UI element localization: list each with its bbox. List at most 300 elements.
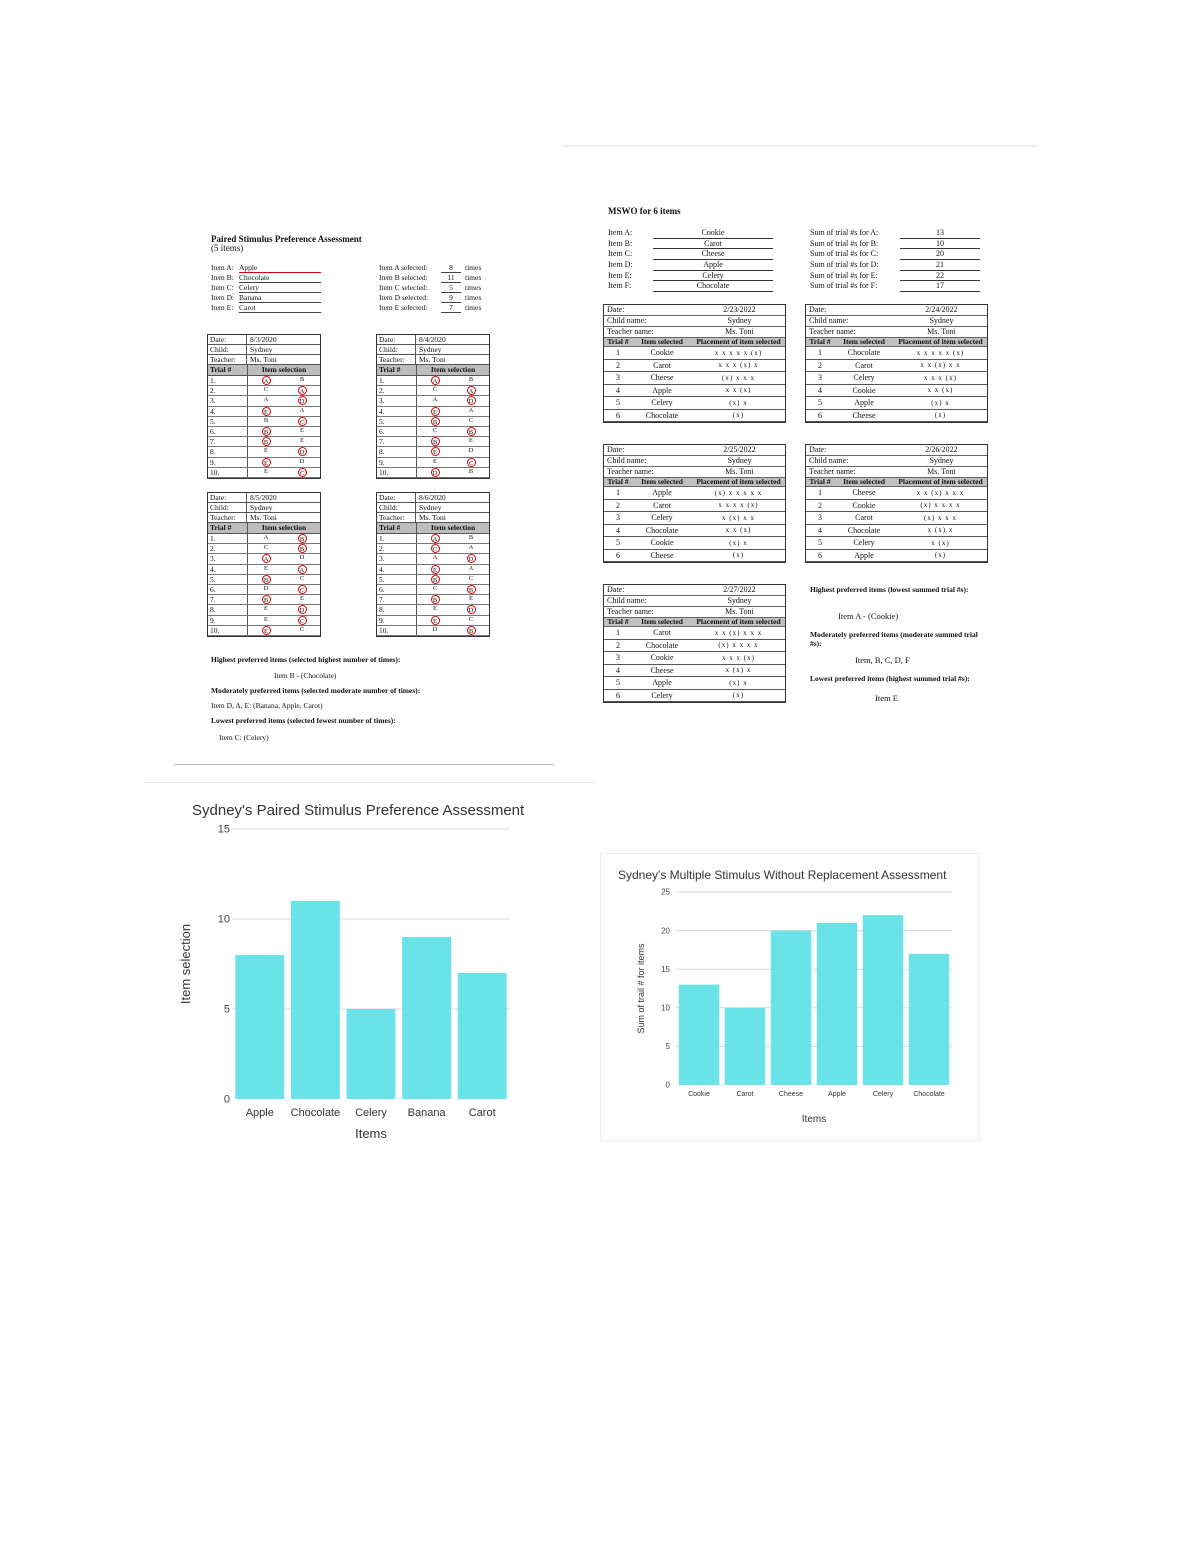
mswo-placement: (x) x x x x: [718, 641, 759, 650]
pspa-trial-row: [377, 407, 489, 417]
pspa-choice-right: D: [299, 554, 305, 562]
mswo-date-label: Date:: [607, 585, 625, 594]
mswo-trial-row: [604, 410, 785, 423]
mswo-child-value: Sydney: [727, 456, 752, 465]
pspa-trial-number: 9.: [377, 616, 417, 625]
mswo-placement: x (x): [931, 538, 950, 547]
x-axis-label: Items: [801, 1114, 827, 1125]
mswo-placement: (x) x x x x x: [714, 488, 763, 497]
mswo-title: MSWO for 6 items: [608, 206, 681, 216]
pspa-choice-right: C: [298, 468, 307, 477]
pspa-session-table: [207, 492, 321, 637]
pspa-choice-right: D: [298, 396, 307, 405]
mswo-item-value: Chocolate: [653, 281, 773, 292]
pspa-choice-right: A: [468, 406, 474, 414]
pspa-count-unit: times: [465, 303, 482, 312]
mswo-trial-number: 1: [616, 348, 620, 358]
mswo-trial-number: 3: [616, 373, 620, 383]
pspa-child-value: Sydney: [250, 345, 273, 354]
mswo-item-selected: Cookie: [852, 385, 876, 395]
mswo-placement: x x (x): [927, 386, 954, 395]
mswo-item-header: Item selected: [641, 477, 683, 486]
mswo-date-value: 2/26/2022: [925, 445, 958, 454]
mswo-item-label: Item B:: [608, 238, 633, 248]
x-tick-label: Apple: [828, 1091, 846, 1098]
pspa-trial-number: 3.: [208, 396, 248, 405]
pspa-trial-number: 8.: [208, 447, 248, 456]
mswo-item-row: [608, 260, 778, 271]
pspa-choice-right: B: [468, 376, 474, 384]
mswo-trial-header: Trial #: [809, 337, 831, 346]
x-tick-label: Chocolate: [913, 1091, 945, 1098]
mswo-trial-row: [604, 385, 785, 398]
pspa-session-table: [376, 492, 490, 637]
bar-cheese: [771, 931, 811, 1085]
mswo-item-selected: Cheese: [650, 665, 674, 675]
mswo-session-table: [805, 304, 988, 423]
mswo-sum-value: 17: [900, 281, 980, 292]
pspa-child-value: Sydney: [419, 345, 442, 354]
mswo-item-selected: Celery: [853, 538, 875, 548]
y-tick-label: 0: [665, 1080, 670, 1090]
mswo-date-label: Date:: [809, 305, 827, 314]
pspa-trial-header: Trial #: [377, 365, 417, 375]
pspa-trial-row: [208, 626, 320, 636]
pspa-choice-right: D: [467, 396, 476, 405]
pspa-choice-left: E: [264, 467, 268, 475]
mswo-placement: x x x (x) x: [718, 361, 759, 370]
pspa-child-value: Sydney: [419, 503, 442, 512]
mswo-sum-value: 22: [900, 271, 980, 282]
mswo-teacher-value: Ms. Toni: [725, 467, 754, 476]
mswo-item-selected: Celery: [651, 690, 673, 700]
mswo-child-label: Child name:: [809, 456, 849, 465]
pspa-trial-number: 10.: [377, 626, 417, 635]
mswo-item-selected: Celery: [651, 513, 673, 523]
pspa-choice-right: B: [468, 534, 474, 542]
pspa-choice-left: D: [263, 585, 269, 593]
y-tick-label: 25: [661, 887, 670, 897]
pspa-trial-number: 9.: [208, 458, 248, 467]
mswo-trial-row: [604, 537, 785, 550]
pspa-date-label: Date:: [377, 493, 416, 502]
mswo-trial-number: 5: [818, 538, 822, 548]
pspa-choice-right: D: [467, 605, 476, 614]
pspa-count-label: Item B selected:: [379, 273, 428, 282]
mswo-item-value: Cookie: [653, 228, 773, 239]
x-tick-label: Carot: [468, 1107, 496, 1119]
pspa-trial-number: 5.: [377, 417, 417, 426]
pspa-session-table: [207, 334, 321, 479]
pspa-trial-number: 8.: [377, 605, 417, 614]
pspa-choice-right: B: [298, 534, 307, 543]
mswo-trial-row: [806, 397, 987, 410]
pspa-trial-row: [208, 396, 320, 406]
pspa-trial-number: 2.: [208, 544, 248, 553]
pspa-trial-row: [377, 396, 489, 406]
pspa-bar-chart: [170, 820, 530, 1150]
pspa-choice-left: E: [431, 407, 440, 416]
pspa-count-value: 5: [441, 283, 461, 293]
mswo-date-value: 2/23/2022: [723, 305, 756, 314]
pspa-count-value: 7: [441, 303, 461, 313]
mswo-item-selected: Apple: [652, 678, 672, 688]
mswo-placement: x x (x) x x x: [714, 628, 763, 637]
pspa-child-value: Sydney: [250, 503, 273, 512]
bar-celery: [347, 1009, 396, 1099]
pspa-choice-right: D: [467, 554, 476, 563]
mswo-placement: x x (x): [725, 526, 752, 535]
mswo-trial-number: 3: [616, 513, 620, 523]
mswo-trial-row: [604, 397, 785, 410]
mswo-date-label: Date:: [809, 445, 827, 454]
mswo-trial-number: 5: [616, 398, 620, 408]
mswo-lowest-value: Item E: [875, 693, 898, 703]
mswo-item-label: Item C:: [608, 249, 633, 259]
mswo-item-value: Apple: [653, 260, 773, 271]
mswo-trial-number: 1: [818, 488, 822, 498]
mswo-child-value: Sydney: [727, 596, 752, 605]
pspa-item-value: Chocolate: [239, 273, 321, 283]
mswo-item-selected: Chocolate: [847, 348, 881, 358]
mswo-item-selected: Carot: [855, 513, 873, 523]
pspa-subtitle: (5 items): [211, 243, 244, 253]
pspa-trial-number: 8.: [377, 447, 417, 456]
pspa-trial-number: 3.: [208, 554, 248, 563]
mswo-session-table: [603, 584, 786, 703]
sheet-divider: [174, 764, 554, 765]
mswo-sum-label: Sum of trial #s for A:: [810, 228, 879, 237]
mswo-item-list: [608, 228, 778, 292]
mswo-trial-row: [604, 372, 785, 385]
pspa-choice-left: C: [432, 585, 438, 593]
pspa-teacher-label: Teacher:: [208, 355, 247, 364]
pspa-count-value: 11: [441, 273, 461, 283]
mswo-child-label: Child name:: [607, 596, 647, 605]
pspa-trial-number: 10.: [377, 468, 417, 477]
pspa-choice-left: E: [262, 626, 271, 635]
pspa-teacher-label: Teacher:: [377, 513, 416, 522]
pspa-count-unit: times: [465, 263, 482, 272]
mswo-trial-row: [806, 537, 987, 550]
mswo-child-value: Sydney: [929, 456, 954, 465]
pspa-teacher-value: Ms. Toni: [419, 355, 446, 364]
pspa-choice-left: E: [433, 457, 437, 465]
pspa-trial-number: 7.: [377, 595, 417, 604]
mswo-placement: x x x (x): [924, 373, 957, 382]
mswo-teacher-value: Ms. Toni: [927, 467, 956, 476]
mswo-placement: x (x) x: [927, 526, 954, 535]
pspa-item-label: Item D:: [211, 293, 235, 302]
pspa-trial-number: 5.: [208, 417, 248, 426]
y-tick-label: 0: [223, 1093, 230, 1106]
mswo-date-label: Date:: [607, 305, 625, 314]
pspa-count-unit: times: [465, 283, 482, 292]
bar-cookie: [679, 985, 719, 1085]
pspa-highest-value: Item B - (Chocolate): [274, 671, 337, 680]
pspa-item-row: [211, 283, 361, 293]
mswo-sum-row: [810, 260, 985, 271]
mswo-trial-number: 2: [818, 360, 822, 370]
mswo-trial-header: Trial #: [607, 337, 629, 346]
pspa-choice-left: E: [431, 565, 440, 574]
mswo-trial-row: [806, 487, 987, 500]
mswo-placement: (x): [732, 411, 745, 420]
pspa-choice-right: D: [299, 457, 305, 465]
mswo-sum-list: [810, 228, 985, 292]
pspa-choice-right: D: [298, 447, 307, 456]
pspa-choice-left: A: [263, 396, 269, 404]
pspa-count-row: [379, 293, 499, 303]
pspa-trial-row: [377, 386, 489, 396]
mswo-trial-row: [604, 690, 785, 703]
mswo-item-selected: Carot: [653, 360, 671, 370]
mswo-placement: (x) x: [729, 538, 748, 547]
pspa-trial-number: 4.: [208, 565, 248, 574]
mswo-item-selected: Apple: [652, 385, 672, 395]
pspa-trial-header: Trial #: [377, 523, 417, 533]
pspa-choice-left: E: [264, 447, 268, 455]
pspa-count-label: Item D selected:: [379, 293, 429, 302]
mswo-sum-label: Sum of trial #s for C:: [810, 249, 879, 259]
mswo-trial-row: [806, 410, 987, 423]
mswo-trial-row: [604, 652, 785, 665]
pspa-choice-right: A: [467, 386, 476, 395]
section-divider: [145, 782, 595, 783]
pspa-choice-left: B: [263, 416, 269, 424]
pspa-choice-right: C: [299, 574, 305, 582]
mswo-item-value: Celery: [653, 271, 773, 282]
mswo-trial-number: 2: [616, 640, 620, 650]
pspa-choice-right: E: [300, 437, 304, 445]
mswo-trial-number: 5: [818, 398, 822, 408]
mswo-placement: (x) x x x: [924, 513, 957, 522]
pspa-item-row: [211, 303, 361, 313]
mswo-sum-row: [810, 239, 985, 250]
chart2-title: Sydney's Multiple Stimulus Without Replacement Assessment: [618, 868, 947, 882]
mswo-placement: (x) x: [729, 398, 748, 407]
pspa-moderate-label: Moderately preferred items (selected moderate number of times):: [211, 686, 421, 695]
pspa-trial-row: [208, 427, 320, 437]
mswo-item-row: [608, 239, 778, 250]
pspa-choice-left: B: [431, 437, 440, 446]
pspa-sheet: [174, 220, 554, 765]
mswo-item-selected: Cheese: [650, 550, 674, 560]
mswo-trial-row: [806, 550, 987, 563]
mswo-highest-value: Item A - (Cookie): [838, 611, 899, 621]
mswo-child-label: Child name:: [607, 316, 647, 325]
mswo-trial-header: Trial #: [607, 617, 629, 626]
pspa-trial-row: [377, 616, 489, 626]
mswo-item-row: [608, 281, 778, 292]
mswo-sum-row: [810, 281, 985, 292]
pspa-teacher-value: Ms. Toni: [250, 355, 277, 364]
mswo-placement-header: Placement of item selected: [696, 477, 781, 486]
mswo-trial-row: [806, 372, 987, 385]
section-divider: [562, 145, 1038, 147]
mswo-item-header: Item selected: [641, 337, 683, 346]
mswo-placement: x x x (x): [722, 653, 755, 662]
pspa-trial-row: [208, 616, 320, 626]
pspa-choice-right: E: [469, 595, 473, 603]
pspa-trial-row: [208, 565, 320, 575]
pspa-trial-row: [377, 595, 489, 605]
pspa-trial-row: [208, 534, 320, 544]
pspa-choice-right: E: [469, 437, 473, 445]
pspa-item-row: [211, 273, 361, 283]
pspa-choice-right: C: [468, 615, 474, 623]
pspa-trial-row: [377, 458, 489, 468]
pspa-item-value: Celery: [239, 283, 321, 293]
pspa-teacher-value: Ms. Toni: [419, 513, 446, 522]
pspa-choice-right: B: [468, 467, 474, 475]
x-axis-label: Items: [355, 1126, 387, 1141]
pspa-trial-number: 1.: [377, 376, 417, 385]
pspa-trial-row: [208, 605, 320, 615]
pspa-child-label: Child:: [377, 345, 416, 354]
bar-apple: [817, 923, 857, 1085]
pspa-choice-left: C: [432, 427, 438, 435]
mswo-placement-header: Placement of item selected: [696, 617, 781, 626]
mswo-item-selected: Cookie: [650, 538, 674, 548]
pspa-trial-row: [208, 386, 320, 396]
mswo-item-selected: Cookie: [650, 653, 674, 663]
pspa-trial-number: 2.: [377, 544, 417, 553]
pspa-choice-left: A: [263, 534, 269, 542]
mswo-trial-row: [604, 512, 785, 525]
mswo-item-row: [608, 271, 778, 282]
pspa-choice-left: E: [262, 458, 271, 467]
bar-carot: [458, 973, 507, 1099]
mswo-trial-row: [806, 500, 987, 513]
mswo-placement: x x x x x (x): [916, 348, 965, 357]
mswo-placement: (x): [934, 411, 947, 420]
mswo-trial-row: [604, 525, 785, 538]
pspa-choice-left: D: [431, 468, 440, 477]
mswo-trial-number: 6: [616, 550, 620, 560]
mswo-child-label: Child name:: [809, 316, 849, 325]
pspa-trial-row: [208, 437, 320, 447]
x-tick-label: Banana: [407, 1107, 446, 1119]
pspa-choice-left: E: [262, 407, 271, 416]
pspa-choice-right: A: [298, 386, 307, 395]
mswo-bar-chart: [600, 880, 978, 1135]
mswo-trial-number: 3: [818, 373, 822, 383]
mswo-trial-number: 4: [616, 385, 620, 395]
bar-chocolate: [291, 901, 340, 1099]
pspa-choice-right: C: [468, 416, 474, 424]
mswo-item-selected: Cookie: [650, 348, 674, 358]
mswo-sheet: [600, 200, 1000, 720]
mswo-placement: x (x) x: [725, 666, 752, 675]
mswo-sum-label: Sum of trial #s for F:: [810, 281, 878, 291]
pspa-trial-row: [377, 585, 489, 595]
mswo-trial-row: [604, 500, 785, 513]
pspa-date-label: Date:: [377, 335, 416, 344]
pspa-selection-header: Item selection: [430, 365, 476, 374]
pspa-trial-row: [377, 376, 489, 386]
mswo-item-header: Item selected: [641, 617, 683, 626]
mswo-date-value: 2/25/2022: [723, 445, 756, 454]
pspa-trial-row: [377, 417, 489, 427]
pspa-choice-right: C: [298, 616, 307, 625]
mswo-date-value: 2/24/2022: [925, 305, 958, 314]
bar-celery: [863, 915, 903, 1085]
chart1-title: Sydney's Paired Stimulus Preference Assessment: [192, 802, 525, 819]
mswo-trial-header: Trial #: [607, 477, 629, 486]
pspa-trial-number: 1.: [208, 534, 248, 543]
pspa-trial-row: [208, 575, 320, 585]
mswo-item-header: Item selected: [843, 337, 885, 346]
pspa-trial-number: 6.: [208, 427, 248, 436]
pspa-count-row: [379, 283, 499, 293]
pspa-count-row: [379, 303, 499, 313]
pspa-date-value: 8/5/2020: [250, 493, 277, 502]
mswo-moderate-value: Item, B, C, D, F: [855, 655, 910, 665]
mswo-trial-number: 3: [818, 513, 822, 523]
pspa-item-list: [211, 263, 361, 313]
pspa-teacher-label: Teacher:: [208, 513, 247, 522]
mswo-placement-header: Placement of item selected: [898, 337, 983, 346]
mswo-sum-label: Sum of trial #s for E:: [810, 270, 878, 280]
pspa-choice-right: A: [468, 564, 474, 572]
mswo-sum-label: Sum of trial #s for D:: [810, 260, 879, 270]
pspa-count-label: Item E selected:: [379, 303, 428, 312]
x-tick-label: Chocolate: [290, 1107, 341, 1119]
pspa-trial-header: Trial #: [208, 523, 248, 533]
mswo-teacher-label: Teacher name:: [607, 327, 654, 336]
mswo-trial-number: 4: [818, 525, 822, 535]
mswo-item-selected: Apple: [854, 398, 874, 408]
pspa-trial-number: 3.: [377, 554, 417, 563]
pspa-trial-row: [208, 544, 320, 554]
mswo-trial-number: 1: [818, 348, 822, 358]
pspa-trial-number: 7.: [377, 437, 417, 446]
mswo-placement: (x) x: [729, 678, 748, 687]
mswo-item-selected: Apple: [854, 550, 874, 560]
mswo-placement: x x (x): [725, 386, 752, 395]
pspa-choice-right: B: [298, 544, 307, 553]
y-axis-label: Sum of trail # for items: [636, 943, 646, 1034]
x-tick-label: Cheese: [778, 1091, 804, 1098]
mswo-teacher-value: Ms. Toni: [927, 327, 956, 336]
y-tick-label: 20: [661, 926, 670, 936]
mswo-placement: x x (x) x x x: [916, 488, 965, 497]
pspa-choice-right: B: [467, 626, 476, 635]
pspa-choice-right: C: [467, 458, 476, 467]
mswo-item-row: [608, 249, 778, 260]
mswo-placement: (x) x x x x: [920, 501, 961, 510]
mswo-item-selected: Carot: [855, 360, 873, 370]
mswo-placement: x x (x) x x: [920, 361, 961, 370]
pspa-choice-left: C: [432, 386, 438, 394]
pspa-trial-number: 6.: [208, 585, 248, 594]
mswo-item-value: Carot: [653, 239, 773, 250]
pspa-choice-left: B: [262, 575, 271, 584]
mswo-trial-row: [604, 347, 785, 360]
mswo-moderate-label: Moderately preferred items (moderate summed trial #s):: [810, 630, 978, 648]
pspa-date-label: Date:: [208, 335, 247, 344]
mswo-item-selected: Cheese: [852, 410, 876, 420]
mswo-item-label: Item E:: [608, 270, 632, 280]
pspa-trial-number: 5.: [208, 575, 248, 584]
mswo-trial-number: 3: [616, 653, 620, 663]
pspa-choice-left: A: [262, 376, 271, 385]
mswo-sum-label: Sum of trial #s for B:: [810, 238, 879, 248]
pspa-trial-row: [208, 585, 320, 595]
pspa-trial-row: [377, 468, 489, 478]
pspa-trial-number: 1.: [208, 376, 248, 385]
